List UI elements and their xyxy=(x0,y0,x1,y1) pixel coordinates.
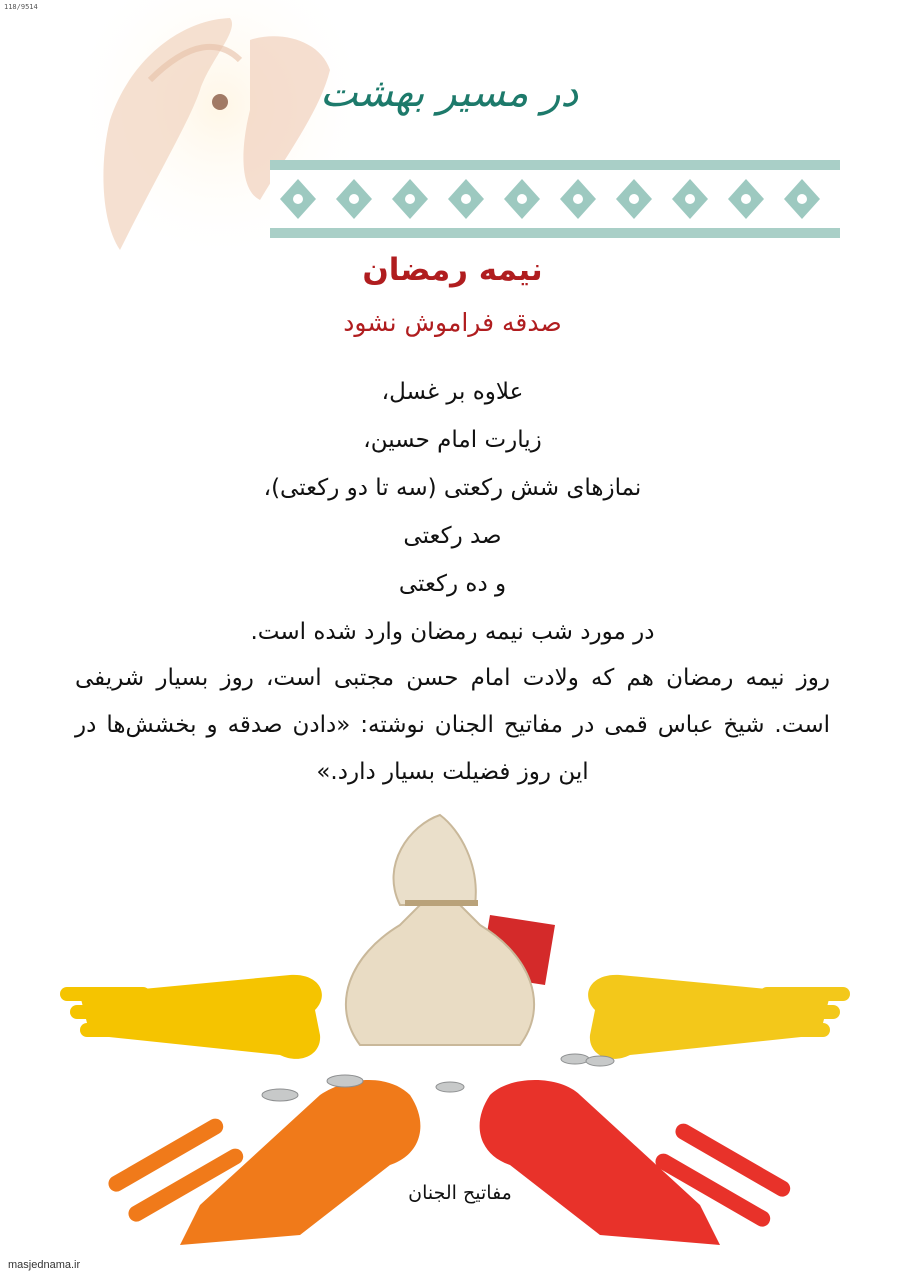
page-title: نیمه رمضان xyxy=(362,252,543,288)
text-line: صد رکعتی xyxy=(403,523,502,549)
text-line: علاوه بر غسل، xyxy=(381,379,524,405)
text-line: نمازهای شش رکعتی (سه تا دو رکعتی)، xyxy=(263,475,642,501)
yellow-hand-right-icon xyxy=(588,975,850,1059)
islamic-pattern-band xyxy=(270,160,840,238)
yellow-hand-left-icon xyxy=(60,975,322,1059)
text-line: زیارت امام حسین، xyxy=(363,427,542,453)
orange-hand-icon xyxy=(106,1080,421,1245)
source-label: مفاتیح الجنان xyxy=(408,1182,512,1204)
body-paragraph: روز نیمه رمضان هم که ولادت امام حسن مجتبی است، روز بسیار شریفی است. شیخ عباس قمی در مفاتیح الجنان نوشته: «دادن صدقه و بخشش‌ها در این روز فضیلت بسیار دارد.» xyxy=(75,665,830,785)
text-line: در مورد شب نیمه رمضان وارد شده است. xyxy=(250,619,655,645)
text-line: و ده رکعتی xyxy=(398,571,507,597)
brand-calligraphy: در مسیر بهشت xyxy=(320,70,579,116)
document-code: 118/9514 xyxy=(4,3,38,11)
website-label: masjednama.ir xyxy=(8,1259,81,1271)
body-lines xyxy=(0,368,905,656)
charity-hands-illustration xyxy=(60,805,850,1245)
red-hand-icon xyxy=(480,1080,794,1245)
page-subtitle: صدقه فراموش نشود xyxy=(343,308,562,337)
